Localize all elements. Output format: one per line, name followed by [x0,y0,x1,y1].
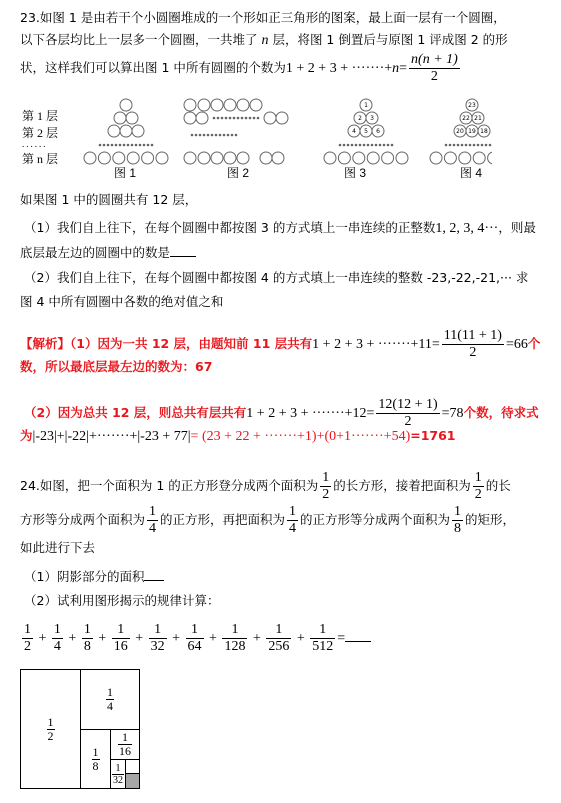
answer-blank-shaded[interactable] [144,568,164,581]
circle [237,99,249,111]
circle [211,152,223,164]
circle [184,152,196,164]
solution-2-line2: 为|-23|+|-22|+·······+|-23 + 77|= (23 + 22 + ·······+1)+(0+1·······+54)=1761 [20,428,456,444]
circle [367,152,379,164]
solution-1-line1: 【解析】（1）因为一共 12 层，由题知前 11 层共有1 + 2 + 3 + ·······+11= $\frac{11(11 + 1)}{2}$ =66个 [20,328,541,360]
solution-1-line2: 数，所以最底层最左边的数为：67 [20,359,213,374]
svg-text:1: 1 [364,102,368,109]
circle [120,125,132,137]
sum-fraction: $\frac{1}{4}$ [53,622,61,654]
circle [338,152,350,164]
circle [272,152,284,164]
q24-part2: （2）试利用图形揭示的规律计算： [24,593,220,608]
circle [98,152,110,164]
q23-part1-line2: 底层最左边的圆圈中的数是 [20,244,196,261]
circle [114,112,126,124]
sum-fraction: $\frac{1}{2}$ [24,622,31,654]
caption-fig2: 图 2 [227,166,250,180]
fraction-n-formula: $\frac{n(n + 1)}{2}$ [411,52,458,84]
circle [132,125,144,137]
circle [430,152,442,164]
q24-line1: 24.如图，把一个面积为 1 的正方形登分成两个面积为 $\frac{1}{2}$ 的长方形，接着把面积为 $\frac{1}{2}$ 的长 [20,470,511,502]
fraction-11: $\frac{11(11 + 1)}{2}$ [443,328,502,360]
q24-line2: 方形等分成两个面积为 $\frac{1}{4}$ 的正方形，再把面积为 $\frac{1}{4}$ 的正方形等分成两个面积为 $\frac{1}{8}$ 的矩形， [20,504,516,536]
q23-line2: 以下各层均比上一层多一个圆圈，一共堆了 n 层，将图 1 倒置后与原图 1 评成图 2 的形 [20,32,508,48]
svg-text:3: 3 [370,115,374,122]
q23-part1-line1: （1）我们自上往下，在每个圆圈中都按图 3 的方式填上一串连续的正整数1, 2, 3, 4···，则最 [24,220,536,236]
caption-fig1: 图 1 [114,166,137,180]
sum-fraction: $\frac{1}{8}$ [83,622,91,654]
q24-part1: （1）阴影部分的面积 [24,568,164,585]
circle [156,152,168,164]
circle [84,152,96,164]
circle [353,152,365,164]
sum-fraction: $\frac{1}{256}$ [268,622,290,654]
fraction-half-a: $\frac{1}{2}$ [322,470,330,502]
circle-triangle-figure [22,95,492,185]
circle [198,152,210,164]
q23-intro: 如果图 1 中的圆圈共有 12 层， [20,192,198,207]
svg-text:6: 6 [376,128,380,135]
sum-fraction: $\frac{1}{32}$ [150,622,165,654]
q23-part2-line2: 图 4 中所有圆圈中各数的绝对值之和 [20,294,224,309]
circle [120,99,132,111]
svg-text:2: 2 [358,115,362,122]
cell-sixteenth: 1 16 [110,729,140,760]
shaded-region [125,773,140,789]
cell-quarter: 1 4 [80,669,140,730]
svg-text:18: 18 [480,128,488,135]
fraction-half-b: $\frac{1}{2}$ [474,470,482,502]
sum-fraction: $\frac{1}{128}$ [224,622,246,654]
circle [260,152,272,164]
caption-fig4: 图 4 [460,166,483,180]
fraction-quarter-b: $\frac{1}{4}$ [289,504,297,536]
circle [473,152,485,164]
svg-text:4: 4 [352,128,356,135]
svg-text:5: 5 [364,128,368,135]
q23-line3: 状，这样我们可以算出图 1 中所有圆圈的个数为1 + 2 + 3 + ·······+n= $\frac{n(n + 1)}{2}$ [20,52,458,84]
circle [108,125,120,137]
circle [382,152,394,164]
circle [184,99,196,111]
q23-line1: 23.如图 1 是由若干个小圆圈堆成的一个形如正三角形的图案，最上面一层有一个圆圈， [20,10,506,25]
circle [196,112,208,124]
fraction-eighth: $\frac{1}{8}$ [454,504,462,536]
solution-2-line1: （2）因为总共 12 层，则总共有层共有1 + 2 + 3 + ·······+12= $\frac{12(12 + 1)}{2}$ =78个数，待求式 [24,397,539,429]
caption-fig3: 图 3 [344,166,367,180]
circle [184,112,196,124]
circle [444,152,456,164]
circle [250,99,262,111]
square-diagram [20,669,140,789]
cell-half: 1 2 [20,669,81,789]
svg-text:......: ...... [22,139,48,149]
circle [459,152,471,164]
circle [127,152,139,164]
fraction-quarter-a: $\frac{1}{4}$ [149,504,157,536]
svg-text:20: 20 [456,128,464,135]
circle [113,152,125,164]
circle [211,99,223,111]
q23-part2-line1: （2）我们自上往下，在每个圆圈中都按图 4 的方式填上一串连续的整数 -23,-22,-21,··· 求 [24,270,529,285]
circle [224,99,236,111]
layer-label-1: 第 1 层 [22,109,59,123]
svg-text:21: 21 [474,115,482,122]
circle [224,152,236,164]
circle [126,112,138,124]
circle [142,152,154,164]
sum-fraction: $\frac{1}{512}$ [312,622,334,654]
cell-eighth: 1 8 [80,729,111,789]
fraction-12: $\frac{12(12 + 1)}{2}$ [378,397,438,429]
cell-thirty-second: 1 32 [110,759,126,789]
layer-label-2: 第 2 层 [22,126,59,140]
layer-label-n: 第 n 层 [22,152,59,166]
svg-text:22: 22 [462,115,470,122]
sum-answer-blank[interactable] [345,629,371,642]
circle [237,152,249,164]
q24-line3: 如此进行下去 [20,540,96,555]
fraction-sum-expression: $\frac{1}{2}$ + $\frac{1}{4}$ + $\frac{1}{8}$ + $\frac{1}{16}$ + $\frac{1}{32}$ + $\frac{1}{64}$ + $\frac{1}{128}$ + $\frac{1}{256}$ + $\frac{1}{512}$ = [20,622,371,655]
sum-fraction: $\frac{1}{16}$ [113,622,128,654]
circle [264,112,276,124]
circle [396,152,408,164]
sum-fraction: $\frac{1}{64}$ [187,622,202,654]
answer-blank[interactable] [170,244,196,257]
svg-text:19: 19 [468,128,476,135]
circle [198,99,210,111]
circle [276,112,288,124]
svg-text:23: 23 [468,102,476,109]
circle [324,152,336,164]
circle [488,152,492,164]
